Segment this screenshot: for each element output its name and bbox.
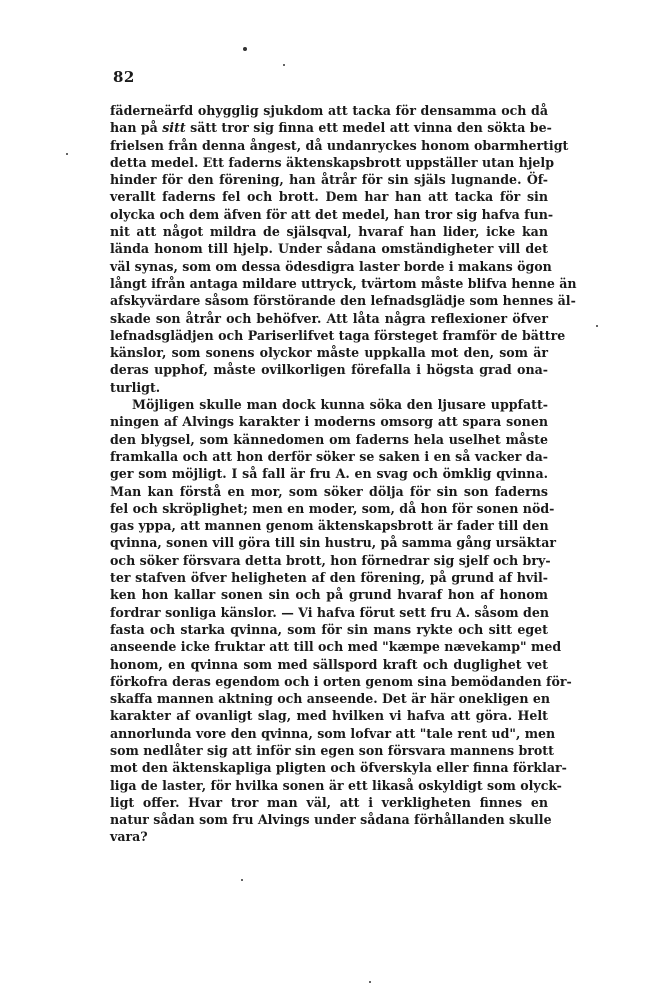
text-line: framkalla och att hon derför söker se saken i en så vacker da- (110, 448, 548, 464)
text-line: deras upphof, måste ovilkorligen förefalla i högsta grad ona- (110, 362, 548, 378)
print-speck (596, 325, 598, 327)
text-line: skade son åtrår och behöfver. Att låta några reflexioner öfver (110, 310, 548, 326)
text-line: turligt. (110, 379, 161, 395)
text-line: ken hon kallar sonen sin och på grund hvaraf hon af honom (110, 587, 548, 603)
text-line: han på sitt sätt tror sig finna ett medel att vinna den sökta be- (110, 120, 552, 136)
text-line: frielsen från denna ångest, då undanryckes honom obarmhertigt (110, 137, 569, 153)
print-speck (369, 981, 371, 983)
text-line: hinder för den förening, han åtrår för sin själs lugnande. Öf- (110, 172, 548, 188)
text-line: ter stafven öfver heligheten af den förening, på grund af hvil- (110, 570, 548, 586)
text-line: vara? (110, 829, 148, 845)
text-line: verallt faderns fel och brott. Dem har han att tacka för sin (110, 189, 548, 205)
text-line: afskyvärdare såsom förstörande den lefnadsglädje som hennes äl- (110, 293, 576, 309)
print-speck (66, 153, 68, 155)
text-line: långt ifrån antaga mildare uttryck, tvärtom måste blifva henne än (110, 275, 577, 291)
text-line: som nedlåter sig att inför sin egen son försvara mannens brott (110, 742, 554, 758)
text-line: fel och skröplighet; men en moder, som, då hon för sonen nöd- (110, 500, 555, 516)
text-line: lefnadsglädjen och Pariserlifvet taga försteget framför de bättre (110, 327, 566, 343)
text-line: väl synas, som om dessa ödesdigra laster borde i makans ögon (110, 258, 552, 274)
text-line: olycka och dem äfven för att det medel, han tror sig hafva fun- (110, 206, 554, 222)
text-line: fäderneärfd ohygglig sjukdom att tacka för densamma och då (110, 103, 548, 118)
text-line: natur sådan som fru Alvings under sådana förhållanden skulle (110, 812, 552, 828)
text-line: ligt offer. Hvar tror man väl, att i verkligheten finnes en (110, 794, 548, 810)
text-line: qvinna, sonen vill göra till sin hustru, på samma gång ursäktar (110, 535, 557, 551)
page-number: 82 (113, 68, 135, 86)
text-line: karakter af ovanligt slag, med hvilken vi hafva att göra. Helt (110, 708, 548, 724)
text-line: fordrar sonliga känslor. — Vi hafva förut sett fru A. såsom den (110, 604, 549, 620)
body-text (110, 102, 577, 846)
print-speck (243, 47, 247, 51)
text-line: Möjligen skulle man dock kunna söka den ljusare uppfatt- (132, 397, 548, 413)
text-line: skaffa mannen aktning och anseende. Det är här onekligen en (110, 691, 551, 707)
text-line: honom, en qvinna som med sällspord kraft och duglighet vet (110, 656, 548, 672)
text-line: och söker försvara detta brott, hon förnedrar sig sjelf och bry- (110, 552, 551, 568)
text-line: känslor, som sonens olyckor måste uppkalla mot den, som är (110, 345, 548, 361)
text-line: anseende icke fruktar att till och med "kæmpe nævekamp" med (110, 639, 562, 655)
text-line: detta medel. Ett faderns äktenskapsbrott uppställer utan hjelp (110, 154, 555, 170)
text-line: nit att något mildra de själsqval, hvaraf han lider, icke kan (110, 224, 548, 240)
text-line: annorlunda vore den qvinna, som lofvar att "tale rent ud", men (110, 725, 556, 741)
text-line: ger som möjligt. I så fall är fru A. en svag och ömklig qvinna. (110, 466, 548, 482)
text-line: gas yppa, att mannen genom äktenskapsbrott är fader till den (110, 518, 549, 534)
text-line: den blygsel, som kännedomen om faderns hela uselhet måste (110, 431, 548, 447)
print-speck (241, 879, 243, 881)
text-line: liga de laster, för hvilka sonen är ett likaså oskyldigt som olyck- (110, 777, 562, 793)
text-line: mot den äktenskapliga pligten och öfverskyla eller finna förklar- (110, 760, 567, 776)
text-line: ningen af Alvings karakter i moderns omsorg att spara sonen (110, 414, 548, 430)
text-line: lända honom till hjelp. Under sådana omständigheter vill det (110, 241, 548, 257)
emphasis: sitt (162, 120, 186, 136)
text-line: fasta och starka qvinna, som för sin mans rykte och sitt eget (110, 621, 548, 637)
text-line: förkofra deras egendom och i orten genom sina bemödanden för- (110, 673, 572, 689)
print-speck (283, 64, 285, 66)
text-line: Man kan förstå en mor, som söker dölja för sin son faderns (110, 483, 548, 499)
